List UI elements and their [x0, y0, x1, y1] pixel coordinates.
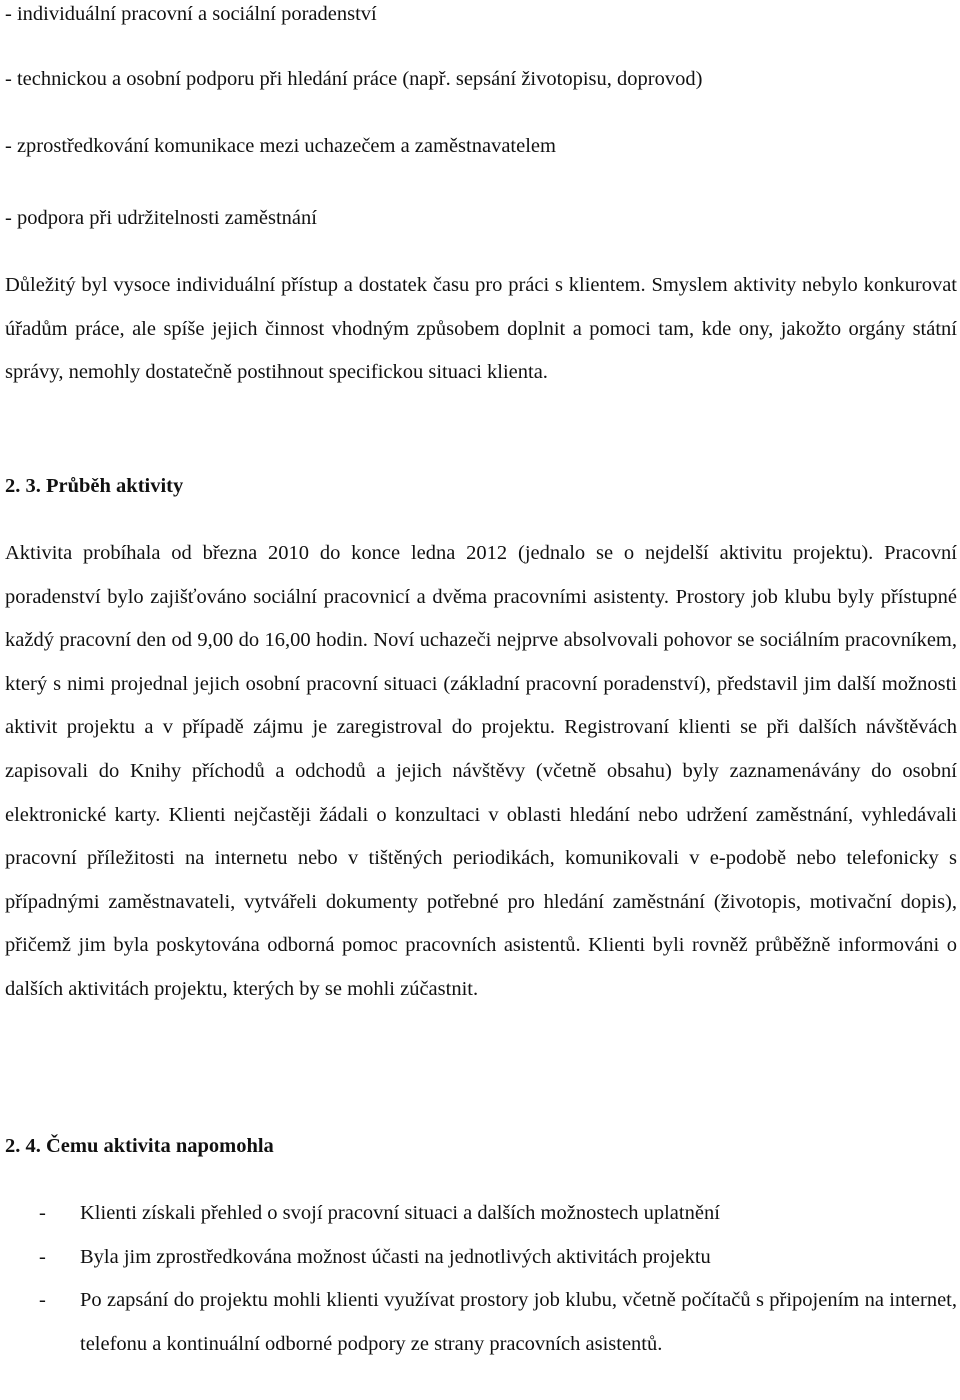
paragraph-activity-course: Aktivita probíhala od března 2010 do konce ledna 2012 (jednalo se o nejdelší aktivitu projektu). Pracovní poradenství bylo zajišťováno sociální pracovnicí a dvěma pracovními asistenty. Prostory job klubu byly přístupné každý pracovní den od 9,00 do 16,00 hodin. Noví uchazeči nejprve absolvovali pohovor se sociálním pracovníkem, který s nimi projednal jejich osobní pracovní situaci (základní pracovní poradenství), představil jim další možnosti aktivit projektu a v případě zájmu je zaregistroval do projektu. Registrovaní klienti se při dalších návštěvách zapisovali do Knihy příchodů a odchodů a jejich návštěvy (včetně obsahu) byly zaznamenávány do osobní elektronické karty. Klienti nejčastěji žádali o konzultaci v oblasti hledání nebo udržení zaměstnání, vyhledávali pracovní příležitosti na internetu nebo v tištěných periodikách, komunikovali v e-podobě nebo telefonicky s případnými zaměstnavateli, vytvářeli dokumenty potřebné pro hledání zaměstnání (životopis, motivační dopis), přičemž jim byla poskytována odborná pomoc pracovních asistentů. Klienti byli rovněž průběžně informováni o dalších aktivitách projektu, kterých by se mohli zúčastnit. — [5, 542, 957, 1000]
intro-item: - zprostředkování komunikace mezi uchazečem a zaměstnavatelem — [5, 135, 556, 157]
paragraph-importance: Důležitý byl vysoce individuální přístup a dostatek času pro práci s klientem. Smyslem aktivity nebylo konkurovat úřadům práce, ale spíše jejich činnost vhodným způsobem doplnit a pomoci tam, kde ony, jakožto orgány státní správy, nemohly dostatečně postihnout specifickou situaci klienta. — [5, 274, 957, 384]
list-item — [5, 1236, 957, 1280]
list-item-text: Klienti získali přehled o svojí pracovní situaci a dalších možnostech uplatnění — [80, 1202, 720, 1224]
intro-item: - podpora při udržitelnosti zaměstnání — [5, 207, 317, 229]
benefits-list — [5, 1192, 957, 1366]
list-item — [5, 1279, 957, 1366]
section-heading-2-3: 2. 3. Průběh aktivity — [5, 475, 184, 497]
intro-item: - individuální pracovní a sociální poradenství — [5, 3, 377, 25]
dash-bullet: - — [39, 1289, 46, 1312]
dash-bullet: - — [39, 1245, 46, 1268]
list-item-text: Byla jim zprostředkována možnost účasti na jednotlivých aktivitách projektu — [80, 1245, 711, 1268]
list-item-text: Po zapsání do projektu mohli klienti využívat prostory job klubu, včetně počítačů s připojením na internet, telefonu a kontinuální odborné podpory ze strany pracovních asistentů. — [80, 1289, 957, 1355]
dash-bullet: - — [39, 1202, 46, 1224]
list-item — [5, 1192, 957, 1236]
section-heading-2-4: 2. 4. Čemu aktivita napomohla — [5, 1135, 274, 1157]
intro-item: - technickou a osobní podporu při hledání práce (např. sepsání životopisu, doprovod) — [5, 68, 703, 90]
